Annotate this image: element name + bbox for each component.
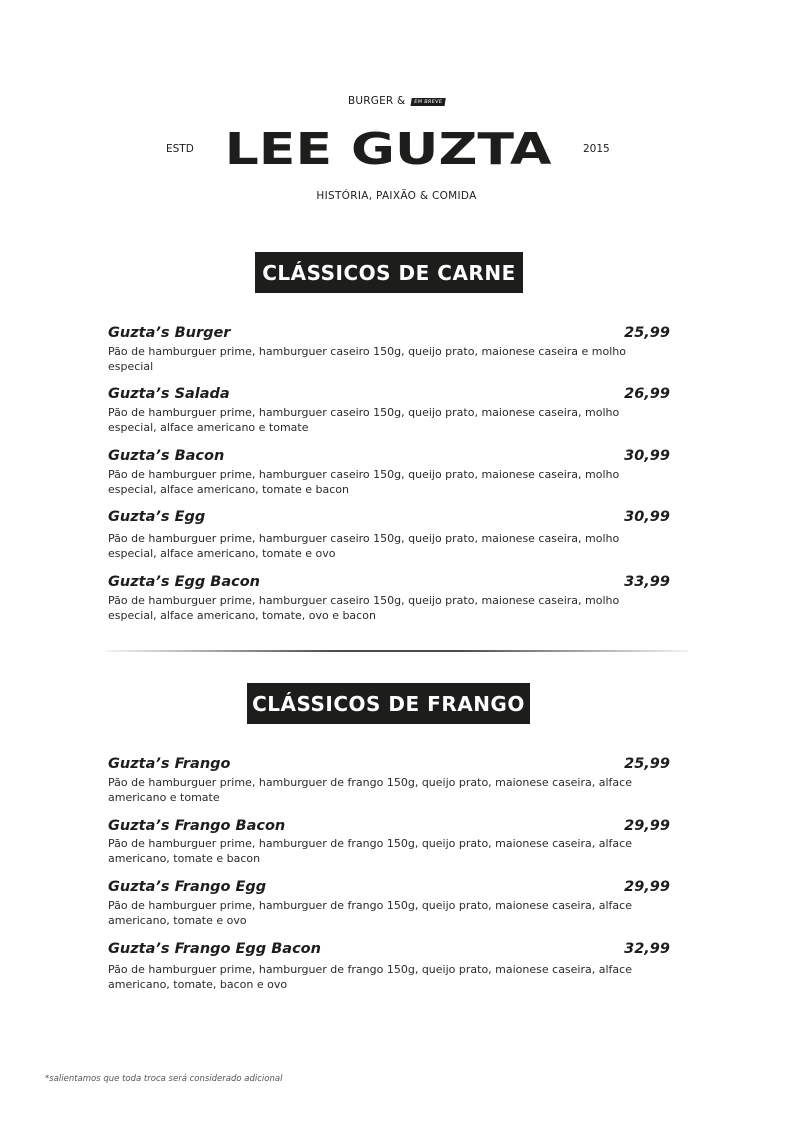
brand-logo: LEE GUZTA: [224, 124, 552, 175]
menu-item-description: Pão de hamburguer prime, hamburguer caseiro 150g, queijo prato, maionese caseira e molho especial: [108, 345, 627, 373]
section-title-frango: CLÁSSICOS DE FRANGO: [247, 683, 530, 724]
menu-item-description: Pão de hamburguer prime, hamburguer caseiro 150g, queijo prato, maionese caseira, molho especial, alface americano e tomate: [108, 406, 620, 434]
menu-item-price: 33,99: [624, 574, 670, 590]
menu-item-name: Guzta’s Bacon: [108, 448, 225, 464]
menu-item-description: Pão de hamburguer prime, hamburguer de frango 150g, queijo prato, maionese caseira, alface americano e tomate: [108, 776, 632, 804]
menu-item-price: 26,99: [624, 386, 670, 402]
menu-item-name: Guzta’s Frango: [108, 756, 231, 772]
menu-item-name: Guzta’s Frango Egg Bacon: [108, 941, 321, 957]
coming-soon-badge: EM BREVE: [410, 98, 445, 106]
menu-item-description: Pão de hamburguer prime, hamburguer caseiro 150g, queijo prato, maionese caseira, molho especial, alface americano, tomate e ovo: [108, 532, 620, 560]
menu-item-price: 30,99: [624, 509, 670, 525]
menu-item-price: 25,99: [624, 325, 670, 341]
tagline-prefix: BURGER &: [347, 95, 406, 107]
menu-item-name: Guzta’s Frango Bacon: [108, 818, 286, 834]
menu-item-price: 30,99: [624, 448, 670, 464]
menu-item-description: Pão de hamburguer prime, hamburguer de frango 150g, queijo prato, maionese caseira, alface americano, tomate e bacon: [108, 837, 632, 865]
section-title-carne: CLÁSSICOS DE CARNE: [255, 252, 523, 293]
footnote: *salientamos que toda troca será considerado adicional: [45, 1074, 283, 1084]
tagline: [0, 95, 793, 107]
menu-item-name: Guzta’s Salada: [108, 386, 230, 402]
year-label: 2015: [583, 143, 610, 155]
menu-item-description: Pão de hamburguer prime, hamburguer de frango 150g, queijo prato, maionese caseira, alface americano, tomate, bacon e ovo: [108, 963, 632, 991]
menu-item-name: Guzta’s Egg: [108, 509, 206, 525]
section-divider: [106, 650, 688, 652]
menu-item-name: Guzta’s Egg Bacon: [108, 574, 260, 590]
menu-item-price: 29,99: [624, 879, 670, 895]
menu-item-price: 25,99: [624, 756, 670, 772]
menu-item-description: Pão de hamburguer prime, hamburguer de frango 150g, queijo prato, maionese caseira, alface americano, tomate e ovo: [108, 899, 632, 927]
menu-item-name: Guzta’s Burger: [108, 325, 231, 341]
menu-item-price: 29,99: [624, 818, 670, 834]
menu-item-name: Guzta’s Frango Egg: [108, 879, 267, 895]
menu-item-price: 32,99: [624, 941, 670, 957]
estd-label: ESTD: [166, 143, 194, 155]
menu-item-description: Pão de hamburguer prime, hamburguer caseiro 150g, queijo prato, maionese caseira, molho especial, alface americano, tomate e bacon: [108, 468, 620, 496]
brand-subtitle: HISTÓRIA, PAIXÃO & COMIDA: [316, 190, 477, 202]
menu-item-description: Pão de hamburguer prime, hamburguer caseiro 150g, queijo prato, maionese caseira, molho especial, alface americano, tomate, ovo e bacon: [108, 594, 620, 622]
